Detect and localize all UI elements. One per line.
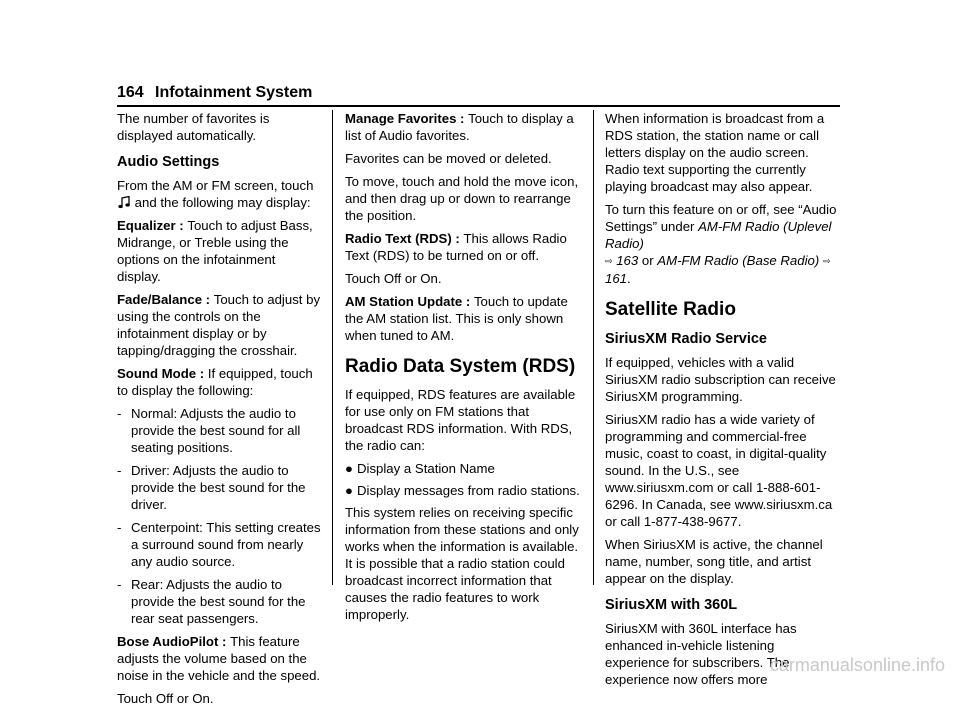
list-item: ‐ Rear: Adjusts the audio to provide the best sound for the rear seat passengers. — [117, 577, 306, 626]
audio-settings-lead: From the AM or FM screen, touch and the following may display: — [117, 178, 314, 210]
column-divider — [593, 110, 594, 585]
rds-intro-text: If equipped, RDS features are available for use only on FM stations that broadcast RDS information. With RDS, the radio can: — [345, 387, 576, 453]
cross-reference-page[interactable]: 163 — [616, 253, 639, 268]
service-paragraph: SiriusXM radio has a wide variety of programming and commercial-free music, coast to coast, in digital-quality sound. In the U.S., see www.siriusxm.com or call 1-888-601-6296. In Canada, see www.siriusxm.ca or call 1-877-438-9677. — [605, 412, 833, 529]
am-station-update-item: AM Station Update : Touch to update the AM station list. This is only shown when tuned to AM. — [345, 294, 568, 343]
cross-reference-link[interactable]: AM-FM Radio (Uplevel Radio) — [605, 219, 832, 251]
rds-heading: Radio Data System (RDS) — [345, 356, 576, 377]
satellite-radio-heading: Satellite Radio — [605, 299, 736, 320]
manage-favorites-term: Manage Favorites : — [345, 111, 469, 126]
service-paragraph: If equipped, vehicles with a valid SiriusXM radio subscription can receive SiriusXM programming. — [605, 355, 836, 404]
siriusxm-360l-heading: SiriusXM with 360L — [605, 597, 738, 613]
sound-mode-item: Sound Mode : If equipped, touch to display the following: — [117, 366, 313, 398]
list-item: ● Display messages from radio stations. — [345, 483, 580, 498]
fade-balance-item: Fade/Balance : Touch to adjust by using the controls on the infotainment display or by tapping/dragging the crosshair. — [117, 292, 321, 358]
column-left — [117, 110, 322, 713]
siriusxm-360l-paragraph: SiriusXM with 360L interface has enhanced in-vehicle listening experience for subscribers. The experience now offers more — [605, 621, 797, 687]
siriusxm-service-heading: SiriusXM Radio Service — [605, 331, 767, 347]
list-item: ‐ Normal: Adjusts the audio to provide the best sound for all seating positions. — [117, 406, 301, 455]
cross-reference-link[interactable]: AM-FM Radio (Base Radio) — [657, 253, 820, 268]
manage-favorites-item: Manage Favorites : Touch to display a list of Audio favorites. — [345, 111, 574, 143]
page-arrow-icon: ⇨ — [605, 256, 613, 266]
fade-balance-term: Fade/Balance : — [117, 292, 214, 307]
equalizer-item: Equalizer : Touch to adjust Bass, Midrange, or Treble using the options on the infotainment display. — [117, 218, 313, 284]
list-item: ‐ Centerpoint: This setting creates a surround sound from nearly any audio source. — [117, 520, 321, 569]
audio-settings-heading: Audio Settings — [117, 154, 220, 170]
rds-body-text: This system relies on receiving specific information from these stations and only works when the information is available. It is possible that a radio station could broadcast incorrect information that causes the radio features to work improperly. — [345, 505, 579, 622]
page-arrow-icon: ⇨ — [822, 256, 831, 266]
section-title: Infotainment System — [155, 84, 313, 101]
favorites-moved-text: Favorites can be moved or deleted. — [345, 151, 552, 166]
touch-off-on-text: Touch Off or On. — [117, 691, 214, 706]
column-middle — [345, 110, 580, 629]
favorites-count-text: The number of favorites is displayed automatically. — [117, 111, 270, 143]
equalizer-term: Equalizer : — [117, 218, 188, 233]
radio-text-item: Radio Text (RDS) : This allows Radio Text (RDS) to be turned on or off. — [345, 231, 567, 263]
list-item: ● Display a Station Name — [345, 461, 495, 476]
sound-mode-term: Sound Mode : — [117, 366, 208, 381]
bose-audiopilot-item: Bose AudioPilot : This feature adjusts the volume based on the noise in the vehicle and the speed. — [117, 634, 321, 683]
cross-reference-page[interactable]: 161 — [605, 271, 628, 286]
turn-feature-text: To turn this feature on or off, see “Audio Settings” under AM-FM Radio (Uplevel Radio) ⇨ 163 or AM-FM Radio (Base Radio) ⇨ 161. — [605, 202, 837, 286]
list-item: ‐ Driver: Adjusts the audio to provide the best sound for the driver. — [117, 463, 306, 512]
radio-text-term: Radio Text (RDS) : — [345, 231, 464, 246]
music-note-icon — [118, 196, 130, 209]
am-station-update-term: AM Station Update : — [345, 294, 474, 309]
page-header — [117, 84, 840, 107]
touch-off-on-text: Touch Off or On. — [345, 271, 442, 286]
column-right — [605, 110, 840, 694]
rds-broadcast-text: When information is broadcast from a RDS station, the station name or call letters display on the audio screen. Radio text supporting the currently playing broadcast may also appear. — [605, 111, 825, 194]
bose-audiopilot-term: Bose AudioPilot : — [117, 634, 231, 649]
watermark: carmanualsonline.info — [769, 655, 945, 675]
move-instructions-text: To move, touch and hold the move icon, and then drag up or down to rearrange the position. — [345, 174, 579, 223]
page-number: 164 — [117, 84, 144, 101]
column-divider — [332, 110, 333, 585]
service-paragraph: When SiriusXM is active, the channel name, number, song title, and artist appear on the display. — [605, 537, 823, 586]
